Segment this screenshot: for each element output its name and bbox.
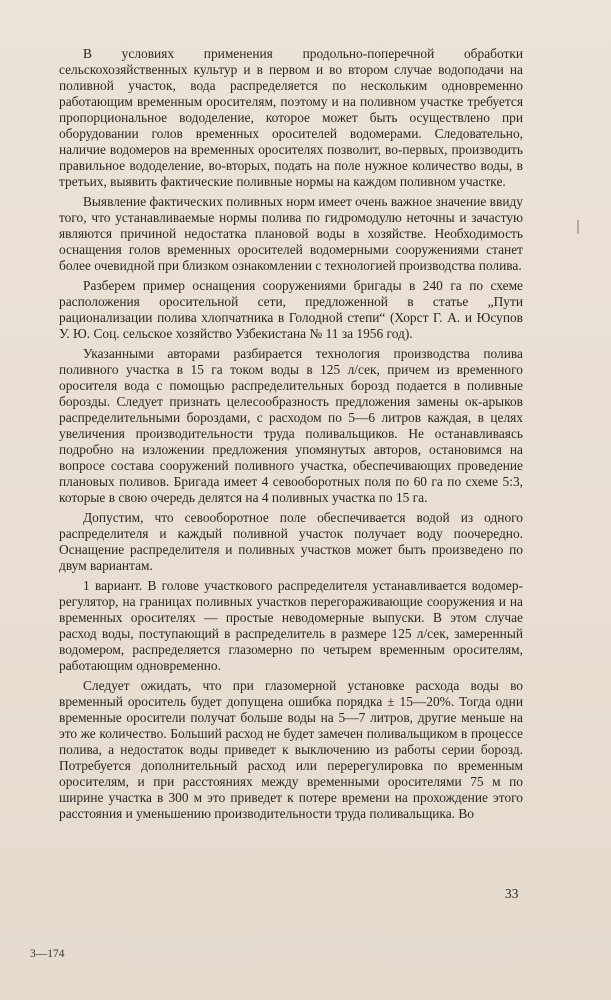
paragraph-6: 1 вариант. В голове участкового распределителя устанавливается водомер-регулятор, на границах поливных участков перегораживающие сооружения и на временных оросителях — простые неводомерные выпуски. В этом случае расход воды, поступающий в распределитель в размере 125 л/сек, замеренный водомером, распределяется глазомерно по четырем временным оросителям, работающим одновременно. — [59, 578, 523, 673]
body-text — [59, 46, 523, 826]
page-number: 33 — [505, 886, 519, 901]
paragraph-2: Выявление фактических поливных норм имеет очень важное значение ввиду того, что устанавливаемые нормы полива по гидромодулю неточны и зачастую являются причиной недостатка плановой воды в хозяйстве. Необходимость оснащения голов временных оросителей водомерными сооружениями станет более очевидной при близком ознакомлении с технологией производства полива. — [59, 194, 523, 273]
paragraph-5: Допустим, что севооборотное поле обеспечивается водой из одного распределителя и каждый поливной участок получает воду поочередно. Оснащение распределителя и поливных участков может быть произведено по двум вариантам. — [59, 510, 523, 573]
paragraph-1: В условиях применения продольно-поперечной обработки сельскохозяйственных культур и в первом и во втором случае водоподачи на поливной участок, вода распределяется по нескольким одновременно работающим временным оросителям, поэтому и на поливном участке требуется пропорциональное вододеление, которое может быть осуществлено при оборудовании голов временных оросителей водомерами. Следовательно, наличие водомеров на временных оросителях позволит, во-первых, производить правильное вододеление, во-вторых, подать на поле нужное количество воды, в третьих, выявить фактические поливные нормы на каждом поливном участке. — [59, 46, 523, 189]
paragraph-4: Указанными авторами разбирается технология производства полива поливного участка в 15 га током воды в 125 л/сек, причем из временного оросителя вода с помощью распределительных борозд подается в поливные борозды. Следует признать целесообразность предложения замены ок-арыков распределительными бороздами, с расходом по 5—6 литров каждая, в целях увеличения производительности труда поливальщиков. Не останавливаясь подробно на изложении предложения упомянутых авторов, остановимся на вопросе состава сооружений поливного участка, обеспечивающих проведение плановых поливов. Бригада имеет 4 севооборотных поля по 60 га по схеме 5:3, которые в свою очередь делятся на 4 поливных участка по 15 га. — [59, 346, 523, 505]
signature-code: 3—174 — [30, 948, 65, 960]
paragraph-3: Разберем пример оснащения сооружениями бригады в 240 га по схеме расположения оросительной сети, предложенной в статье „Пути рационализации полива хлопчатника в Голодной степи“ (Хорст Г. А. и Юсупов У. Ю. Соц. сельское хозяйство Узбекистана № 11 за 1956 год). — [59, 278, 523, 341]
margin-mark — [577, 220, 579, 234]
paragraph-7: Следует ожидать, что при глазомерной установке расхода воды во временный ороситель будет допущена ошибка порядка ± 15—20%. Тогда одни временные оросители получат больше воды на 5—7 литров, другие меньше на это же количество. Больший расход не будет замечен поливальщиком в процессе полива, а недостаток воды приведет к выключению из работы серии борозд. Потребуется дополнительный расход или перерегулировка по временным оросителям, и при расстояниях между временными оросителями 75 м по ширине участка в 300 м это приведет к потере времени на прохождение этого расстояния и уменьшению производительности труда поливальщика. Во — [59, 678, 523, 821]
